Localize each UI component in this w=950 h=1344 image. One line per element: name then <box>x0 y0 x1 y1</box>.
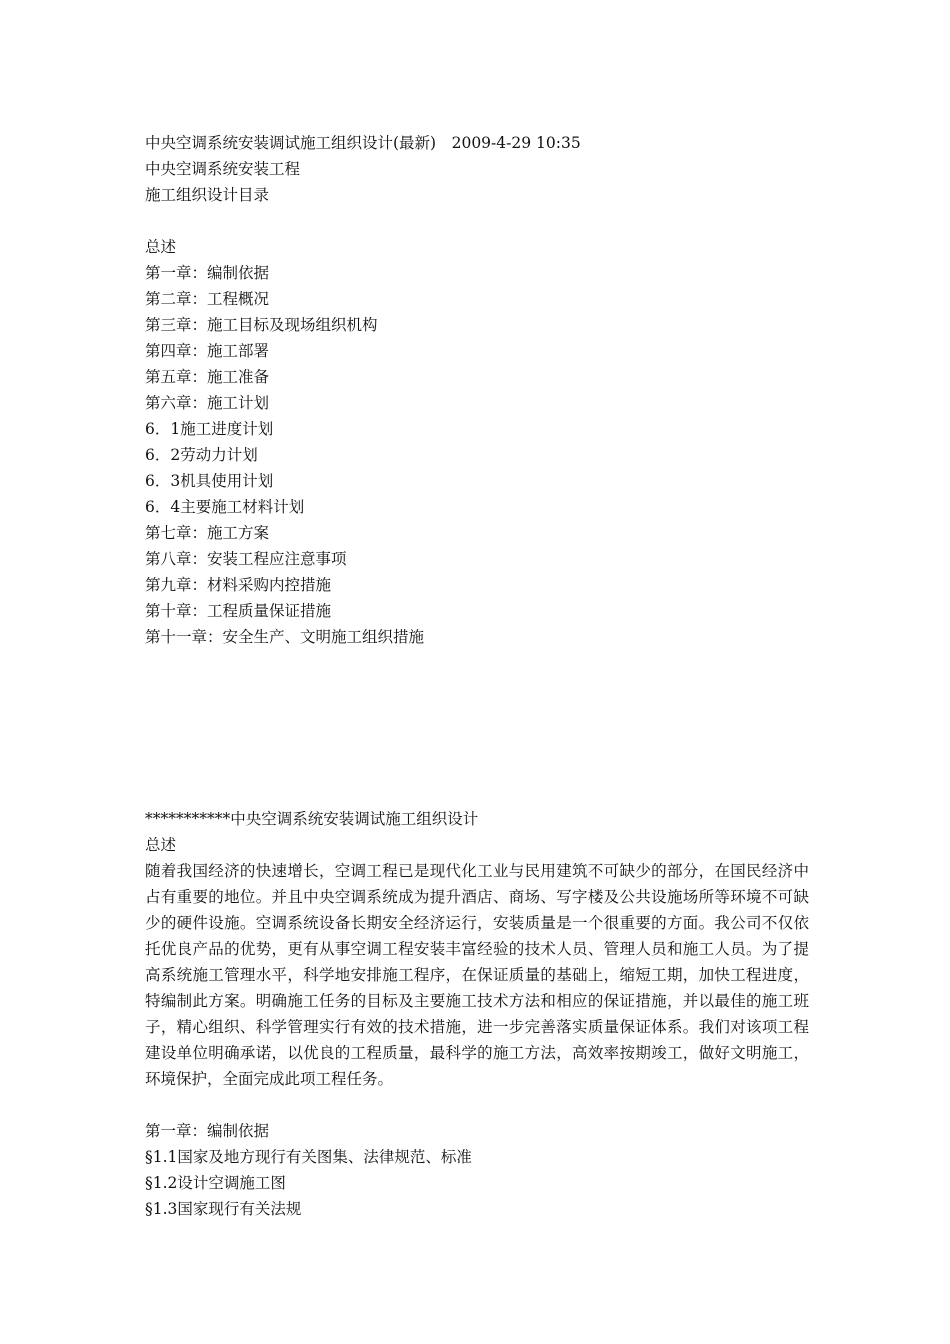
toc-item: 6．4主要施工材料计划 <box>145 498 305 516</box>
doc-heading: ***********中央空调系统安装调试施工组织设计 <box>145 810 479 828</box>
toc-item: 6．2劳动力计划 <box>145 446 258 464</box>
chapter1-block <box>145 1118 472 1222</box>
toc-item: 第五章：施工准备 <box>145 368 270 386</box>
toc-item: 第九章：材料采购内控措施 <box>145 576 332 594</box>
chapter1-item: §1.1国家及地方现行有关图集、法律规范、标准 <box>145 1148 472 1166</box>
toc-item: 第四章：施工部署 <box>145 342 270 360</box>
chapter1-item: §1.3国家现行有关法规 <box>145 1200 302 1218</box>
toc-item: 第十一章：安全生产、文明施工组织措施 <box>145 628 425 646</box>
chapter1-item: §1.2设计空调施工图 <box>145 1174 286 1192</box>
chapter1-heading: 第一章：编制依据 <box>145 1122 270 1140</box>
toc-item: 第七章：施工方案 <box>145 524 270 542</box>
overview-heading: 总述 <box>145 836 177 854</box>
toc-item: 第十章：工程质量保证措施 <box>145 602 332 620</box>
toc-item: 第六章：施工计划 <box>145 394 270 412</box>
overview-paragraph: 随着我国经济的快速增长，空调工程已是现代化工业与民用建筑不可缺少的部分，在国民经济中占有重要的地位。并且中央空调系统成为提升酒店、商场、写字楼及公共设施场所等环境不可缺少的硬件设施。空调系统设备长期安全经济运行，安装质量是一个很重要的方面。我公司不仅依托优良产品的优势，更有从事空调工程安装丰富经验的技术人员、管理人员和施工人员。为了提高系统施工管理水平，科学地安排施工程序，在保证质量的基础上，缩短工期，加快工程进度，特编制此方案。明确施工任务的目标及主要施工技术方法和相应的保证措施，并以最佳的施工班子，精心组织、科学管理实行有效的技术措施，进一步完善落实质量保证体系。我们对该项工程建设单位明确承诺，以优良的工程质量，最科学的施工方法，高效率按期竣工，做好文明施工，环境保护，全面完成此项工程任务。 <box>145 862 809 1088</box>
toc-item: 6．3机具使用计划 <box>145 472 274 490</box>
toc-item: 第一章：编制依据 <box>145 264 270 282</box>
toc-item: 第三章：施工目标及现场组织机构 <box>145 316 378 334</box>
toc-item: 第八章：安装工程应注意事项 <box>145 550 347 568</box>
toc-item: 6．1施工进度计划 <box>145 420 274 438</box>
toc-item: 第二章：工程概况 <box>145 290 270 308</box>
blank-line <box>145 208 581 234</box>
header-block <box>145 130 581 650</box>
body-heading-block <box>145 806 478 858</box>
project-name: 中央空调系统安装工程 <box>145 160 301 178</box>
document-title-line: 中央空调系统安装调试施工组织设计(最新) 2009-4-29 10:35 <box>145 134 581 152</box>
toc-title: 施工组织设计目录 <box>145 186 270 204</box>
toc-overview: 总述 <box>145 238 177 256</box>
